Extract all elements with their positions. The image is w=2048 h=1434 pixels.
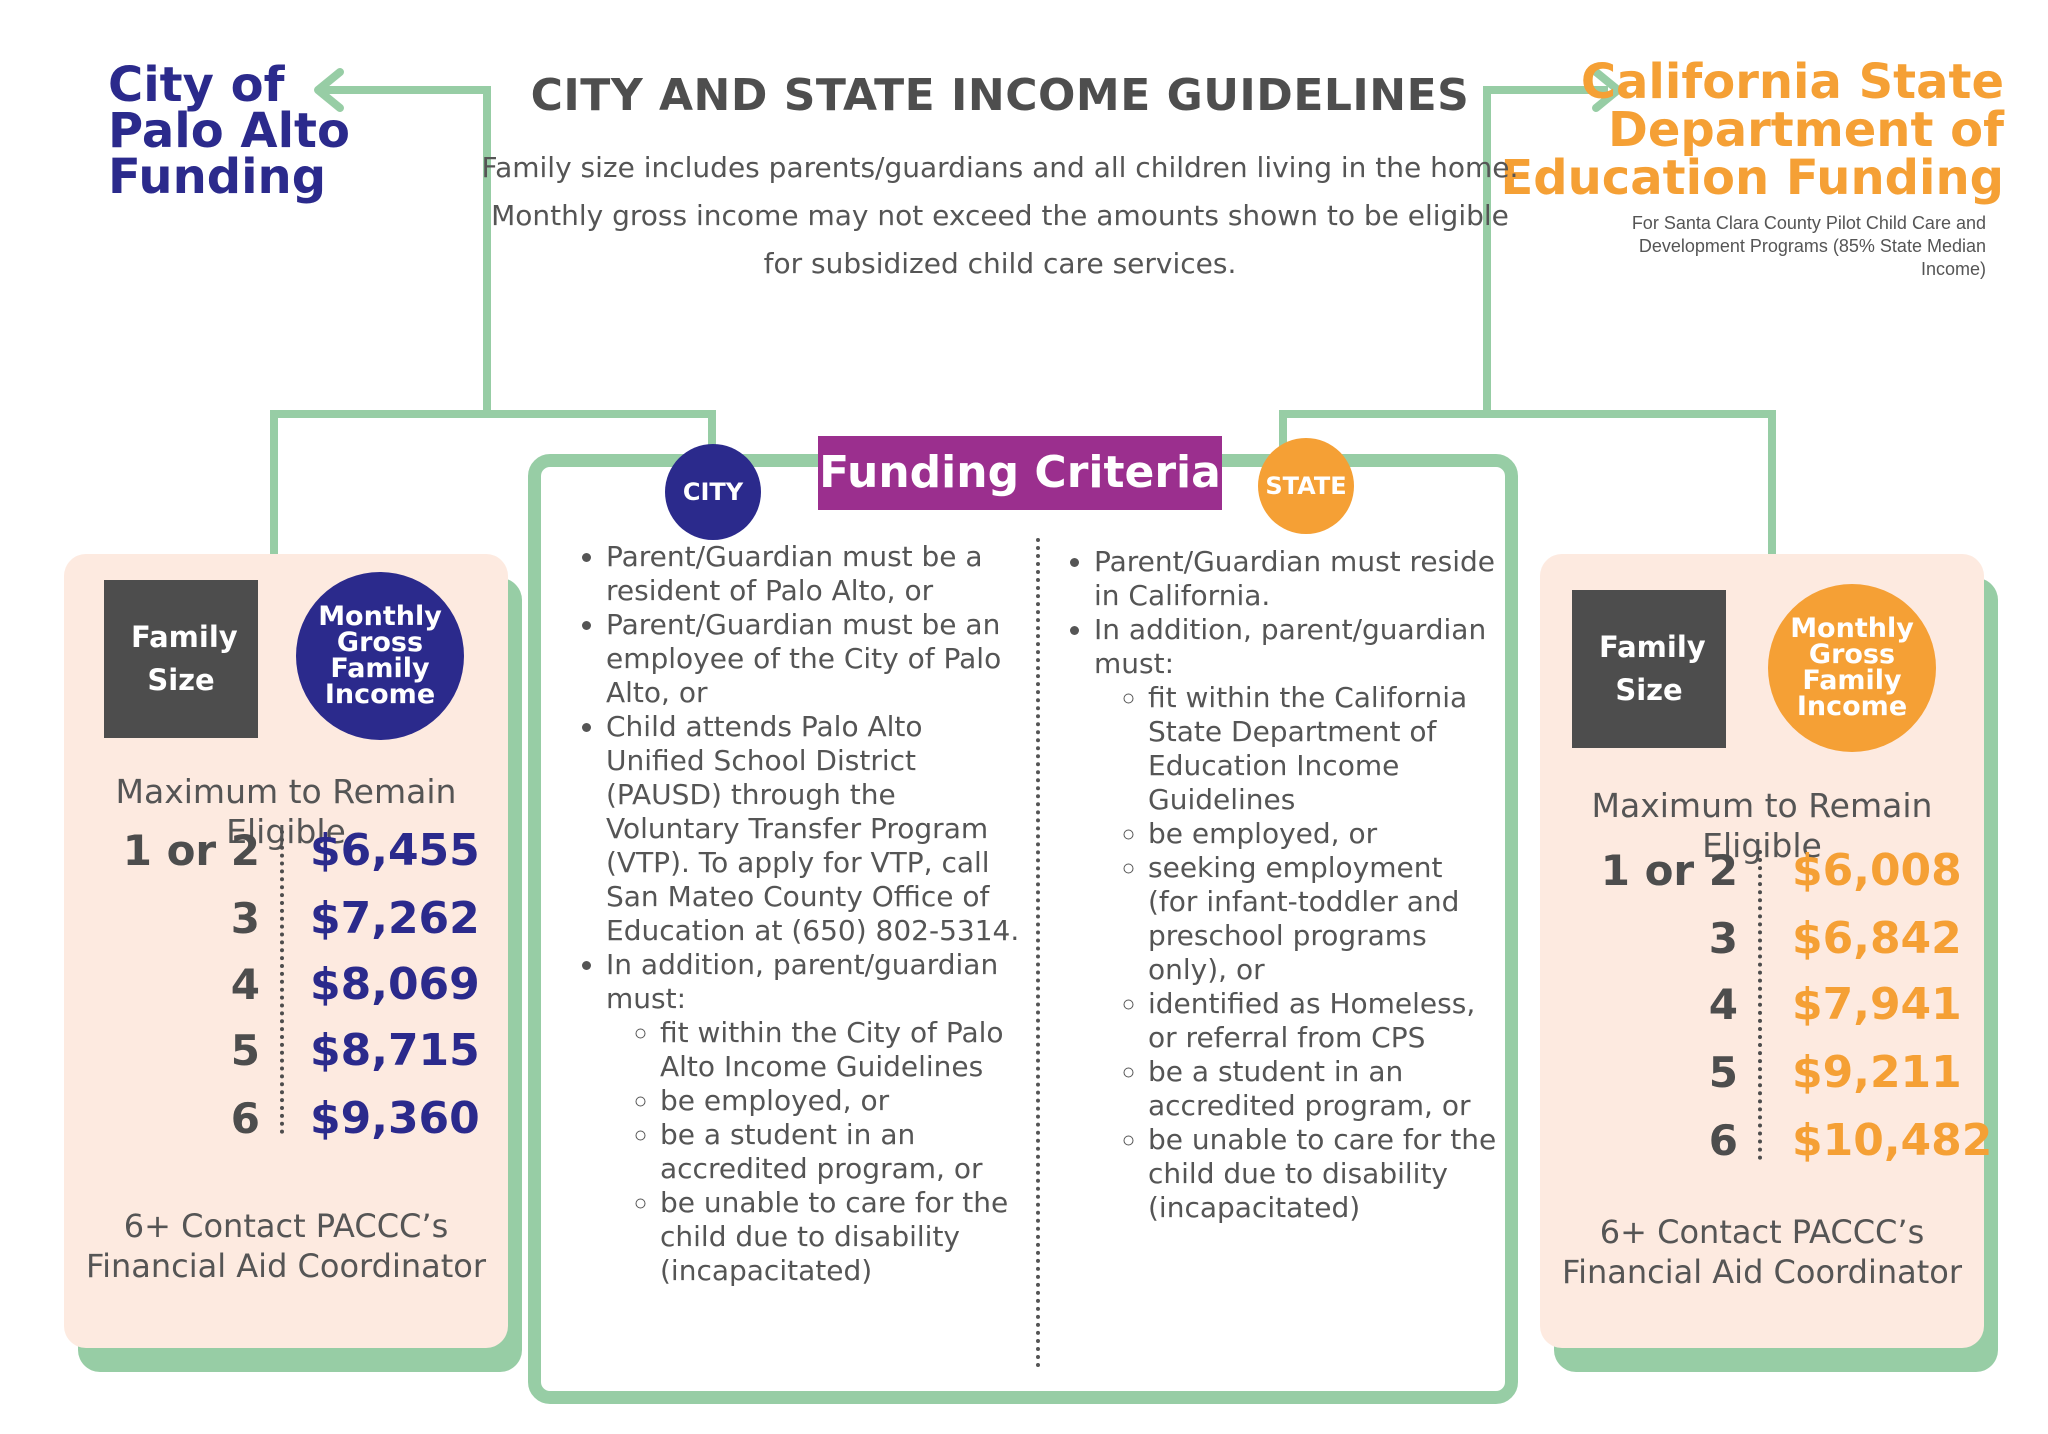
state-subcriterion: ◦ identified as Homeless, or referral from CPS — [1148, 987, 1498, 1055]
state-subcriterion: ◦ be a student in an accredited program, or — [1148, 1055, 1498, 1123]
city-subcriterion: ◦ be a student in an accredited program, or — [660, 1118, 1020, 1186]
city-family-size-header — [104, 580, 258, 738]
state-size-5: 6 — [1708, 1116, 1738, 1165]
city-size-1: 1 or 2 — [122, 826, 260, 875]
state-contact-note: 6+ Contact PACCC’s Financial Aid Coordinator — [1561, 1213, 1963, 1291]
income-label: Monthly Gross Family Income — [318, 601, 442, 710]
state-funding-title: California State Department of Education Funding — [1500, 54, 2004, 206]
city-amount-1: $6,455 — [310, 825, 480, 876]
city-size-2: 3 — [230, 894, 260, 943]
state-subcriterion: ◦ be unable to care for the child due to disability (incapacitated) — [1148, 1123, 1498, 1225]
page-title: CITY AND STATE INCOME GUIDELINES — [530, 70, 1470, 121]
city-funding-title: City of Palo Alto Funding — [108, 57, 350, 205]
state-criterion-text: In addition, parent/guardian must: — [1094, 613, 1487, 680]
state-criterion: • Parent/Guardian must reside in California. — [1094, 545, 1498, 613]
city-amount-5: $9,360 — [310, 1093, 480, 1144]
criteria-divider — [1036, 538, 1040, 1368]
city-subcriterion: ◦ fit within the City of Palo Alto Income Guidelines — [660, 1016, 1020, 1084]
city-criterion: • Parent/Guardian must be an employee of the City of Palo Alto, or — [606, 608, 1020, 710]
family-size-label: Family Size — [131, 620, 238, 697]
state-max-label: Maximum to Remain Eligible — [1591, 786, 1933, 865]
state-subcriterion: ◦ seeking employment (for infant-toddler and preschool programs only), or — [1148, 851, 1498, 987]
city-subcriterion: ◦ be employed, or — [660, 1084, 1020, 1118]
state-dotted-divider — [1758, 850, 1762, 1160]
state-amount-5: $10,482 — [1792, 1115, 1993, 1166]
state-income-header — [1768, 584, 1936, 752]
state-funding-subtitle: For Santa Clara County Pilot Child Care and Development Programs (85% State Median Income) — [1631, 213, 1986, 279]
income-label: Monthly Gross Family Income — [1790, 613, 1914, 722]
city-amount-3: $8,069 — [310, 959, 480, 1010]
state-amount-2: $6,842 — [1792, 913, 1962, 964]
state-amount-1: $6,008 — [1792, 845, 1962, 896]
state-subcriterion: ◦ be employed, or — [1148, 817, 1498, 851]
city-amount-2: $7,262 — [310, 893, 480, 944]
page-description: Family size includes parents/guardians and all children living in the home. Monthly gross income may not exceed the amounts shown to be eligible for subsidized child care services. — [481, 151, 1519, 280]
city-subcriterion: ◦ be unable to care for the child due to disability (incapacitated) — [660, 1186, 1020, 1288]
state-badge: STATE — [1258, 438, 1354, 534]
state-size-3: 4 — [1708, 980, 1738, 1029]
state-amount-4: $9,211 — [1792, 1047, 1962, 1098]
state-criteria-list — [1058, 545, 1498, 1225]
city-criterion: • Parent/Guardian must be a resident of Palo Alto, or — [606, 540, 1020, 608]
city-income-header — [296, 572, 464, 740]
city-criterion-text: In addition, parent/guardian must: — [606, 948, 999, 1015]
state-criterion — [1094, 613, 1498, 1225]
city-badge: CITY — [665, 444, 761, 540]
city-dotted-divider — [280, 830, 284, 1134]
state-subcriterion: ◦ fit within the California State Department of Education Income Guidelines — [1148, 681, 1498, 817]
family-size-label: Family Size — [1599, 630, 1706, 707]
city-contact-note: 6+ Contact PACCC’s Financial Aid Coordinator — [85, 1207, 487, 1285]
city-size-4: 5 — [230, 1026, 260, 1075]
state-amount-3: $7,941 — [1792, 979, 1962, 1030]
city-size-3: 4 — [230, 960, 260, 1009]
state-size-2: 3 — [1708, 914, 1738, 963]
funding-criteria-title: Funding Criteria — [818, 436, 1222, 510]
city-amount-4: $8,715 — [310, 1025, 480, 1076]
state-size-4: 5 — [1708, 1048, 1738, 1097]
state-size-1: 1 or 2 — [1600, 846, 1738, 895]
city-criterion: • Child attends Palo Alto Unified School District (PAUSD) through the Voluntary Transfer Program (VTP). To apply for VTP, call San Mateo County Office of Education at (650) 802-5314. — [606, 710, 1020, 948]
city-size-5: 6 — [230, 1094, 260, 1143]
city-max-label: Maximum to Remain Eligible — [115, 772, 457, 851]
city-criteria-list — [570, 540, 1020, 1288]
city-criterion — [606, 948, 1020, 1288]
state-family-size-header — [1572, 590, 1726, 748]
